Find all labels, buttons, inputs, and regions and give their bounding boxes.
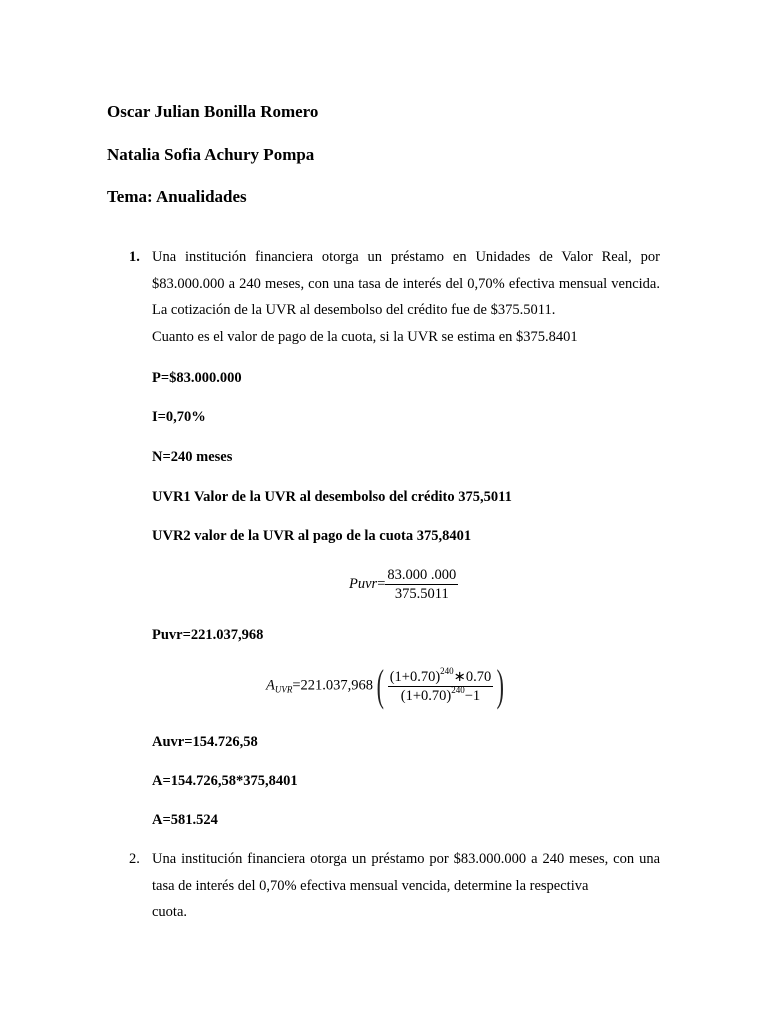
left-paren-icon: ( <box>376 661 385 710</box>
result-value: A=154.726,58*375,8401 <box>152 773 298 789</box>
fraction-denominator: $(1+0.70)^{240}-1$ <box>388 686 494 705</box>
question-number: 1. <box>129 249 140 265</box>
question-line: una tasa de interés del 0,70% efectiva mensual vencida, determine la respectiva <box>152 851 661 894</box>
question-number: 2. <box>129 851 140 867</box>
formula-lhs: A <box>266 677 275 694</box>
question-line: $83.000.000 a 240 meses, con una tasa de interés del 0,70% efectiva mensual <box>152 275 608 292</box>
right-paren-icon: ) <box>496 661 505 710</box>
fraction <box>388 665 494 705</box>
given-value: UVR2 valor de la UVR al pago de la cuota 375,8401 <box>152 528 472 544</box>
puvr-formula <box>349 566 458 603</box>
question-line: Cuanto es el valor de pago de la cuota, si la UVR se estima en $375.8401 <box>152 329 578 346</box>
author-name: Natalia Sofia Achury Pompa <box>107 145 315 164</box>
question-line: cuota. <box>152 904 188 921</box>
topic-heading: Tema: Anualidades <box>107 187 247 206</box>
formula-equals: = <box>292 677 301 694</box>
formula-lhs: Puvr <box>349 575 378 592</box>
formula-equals: = <box>377 575 386 592</box>
given-value: P=$83.000.000 <box>152 370 242 386</box>
result-value: Auvr=154.726,58 <box>152 734 258 750</box>
given-value: N=240 meses <box>152 449 233 465</box>
question-line: Una institución financiera otorga un préstamo en Unidades de Valor Real, por <box>152 249 660 265</box>
question-line: Una institución financiera otorga un préstamo por $83.000.000 a 240 meses, con <box>152 851 635 867</box>
fraction <box>385 566 458 603</box>
annuity-formula <box>266 661 508 710</box>
fraction-denominator: 375.5011 <box>385 584 458 603</box>
given-value: UVR1 Valor de la UVR al desembolso del crédito 375,5011 <box>152 489 512 505</box>
result-puvr: Puvr=221.037,968 <box>152 627 264 643</box>
fraction-numerator: $(1+0.70)^{240}∗0.70$ <box>389 665 492 685</box>
formula-subscript: UVR <box>274 684 293 695</box>
fraction-numerator: 83.000 .000 <box>387 567 457 583</box>
question-line: vencida. La cotización de la UVR al desembolso del crédito fue de $375.5011. <box>152 275 660 319</box>
given-value: I=0,70% <box>152 409 206 425</box>
author-name: Oscar Julian Bonilla Romero <box>107 102 319 121</box>
question-text <box>152 846 660 926</box>
formula-factor: 221.037,968 <box>300 677 374 694</box>
question-text <box>152 244 660 351</box>
result-value: A=581.524 <box>152 812 218 828</box>
